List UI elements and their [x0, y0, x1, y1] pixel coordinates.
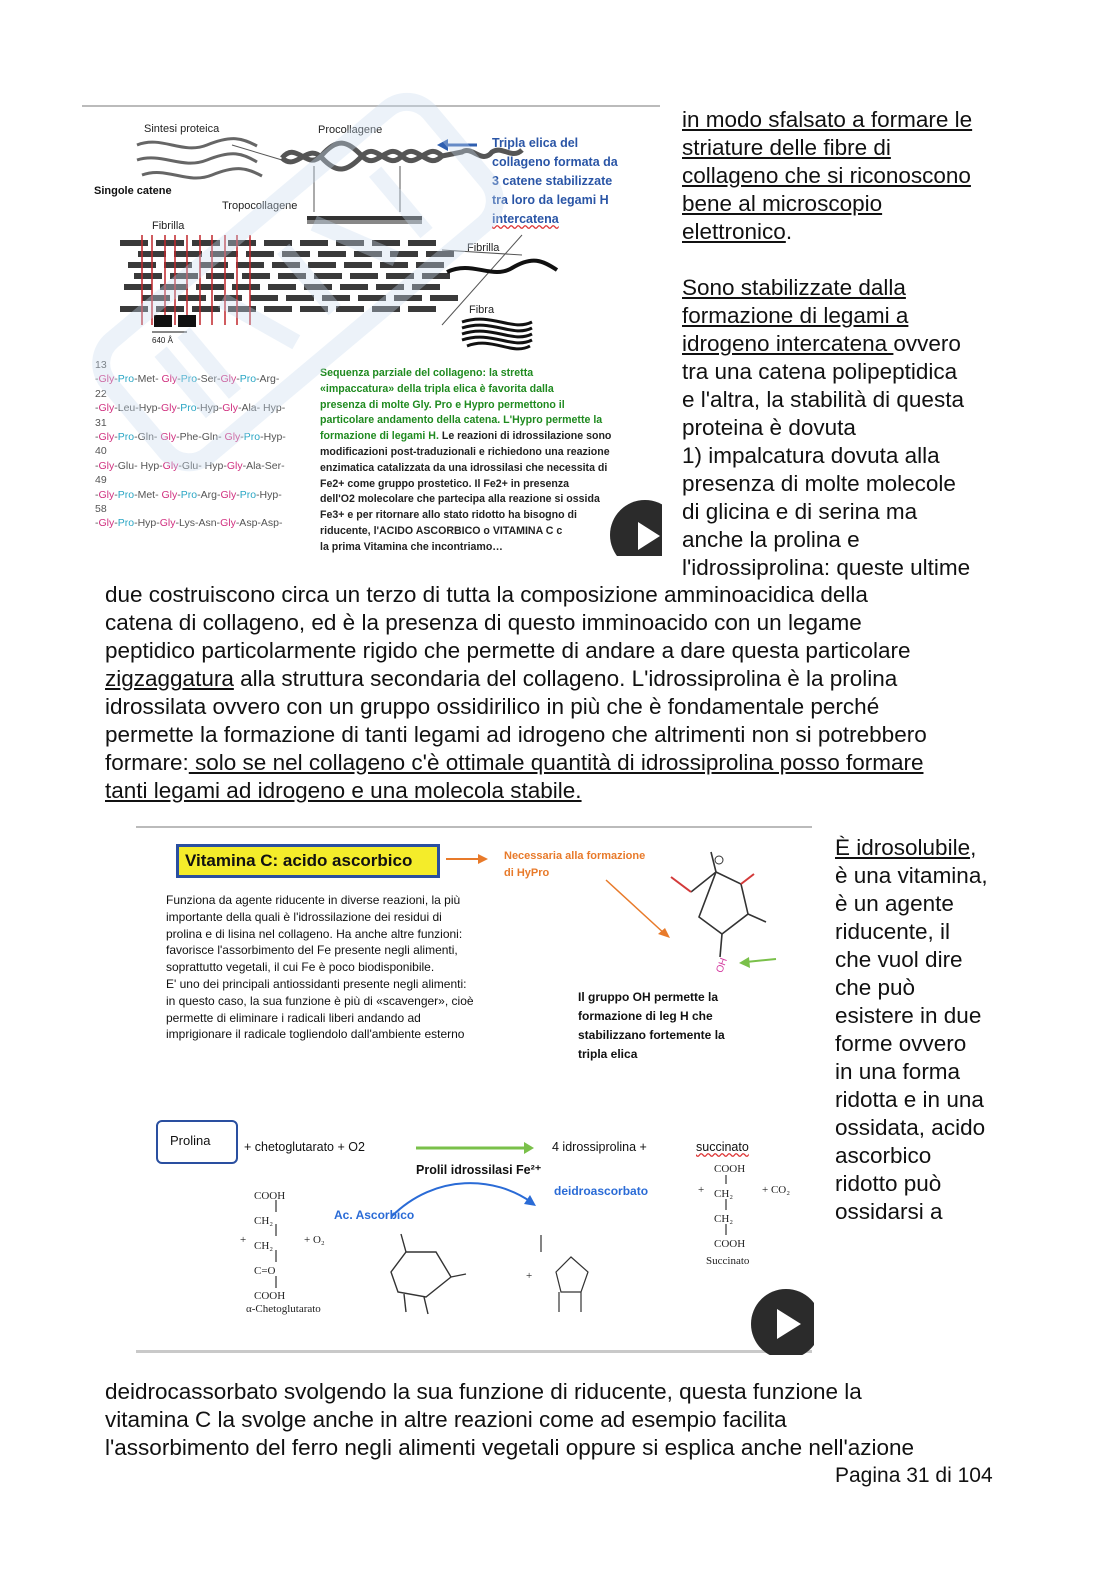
- fibril-bar: [206, 273, 234, 279]
- oh-note: [578, 988, 725, 1064]
- body-line: importante della quali è l'idrossilazione dei residui di: [166, 909, 442, 924]
- text-line: proteina è dovuta: [682, 415, 856, 440]
- helix-caption-line: tra loro da legami H: [492, 193, 609, 207]
- paragraph-full: [105, 581, 927, 805]
- body-line: imprigionare il radicale togliendolo dall'ambiente esterno: [166, 1027, 465, 1042]
- fibril-bar: [390, 251, 418, 257]
- fibril-bar: [430, 295, 458, 301]
- succinate-formula: COOH CH₂ CH₂ COOH: [714, 1163, 746, 1250]
- text-line: striature delle fibre di: [682, 135, 891, 160]
- text-line: forme ovvero: [835, 1031, 967, 1056]
- sequence-number: 31: [95, 416, 107, 429]
- reaction-product: 4 idrossiprolina +: [552, 1140, 647, 1154]
- fibril-bar: [164, 262, 192, 268]
- reaction-enzyme: Prolil idrossilasi Fe²⁺: [416, 1163, 542, 1177]
- fibril-bar: [422, 273, 450, 279]
- fibril-bar: [408, 240, 436, 246]
- fibril-bar: [300, 240, 328, 246]
- note-line: stabilizzano fortemente la: [578, 1028, 725, 1042]
- green-line: modificazioni post-traduzionali e richiedono una reazione: [320, 445, 610, 458]
- text-line: di glicina e di serina ma: [682, 499, 918, 524]
- label-640: 640 Å: [152, 336, 173, 345]
- fibril-bar: [156, 240, 184, 246]
- label-fibra: Fibra: [469, 304, 495, 316]
- fibril-bar: [192, 306, 220, 312]
- green-line: particolare andamento della catena. L'Hypro permette la: [320, 414, 603, 427]
- hyp-molecule: [691, 852, 766, 957]
- reaction-succinato: succinato: [696, 1140, 749, 1154]
- text-line: esistere in due: [835, 1003, 982, 1028]
- text-line: elettronico: [682, 219, 786, 244]
- reaction-reagents: + chetoglutarato + O2: [244, 1140, 365, 1154]
- fibril-bar: [178, 295, 206, 301]
- body-line: soprattutto vegetali, il cui Fe è poco biodisponibile.: [166, 960, 435, 975]
- text-line: È idrosolubile: [835, 835, 971, 860]
- text-line: due costruiscono circa un terzo di tutta la composizione amminoacidica della: [105, 582, 868, 607]
- note-line: Necessaria alla formazione: [504, 850, 646, 862]
- label-sintesi: Sintesi proteica: [144, 123, 220, 135]
- fibril-bars: [120, 240, 458, 312]
- green-line: riducente, l'ACIDO ASCORBICO o VITAMINA C c: [320, 524, 563, 537]
- necessaria-note: [504, 848, 645, 882]
- vitc-title: Vitamina C: acido ascorbico: [185, 851, 413, 870]
- text-line: ossidata, acido: [835, 1115, 986, 1140]
- text-line: anche la prolina e: [682, 527, 860, 552]
- fibril-bar: [300, 306, 328, 312]
- fibril-bar: [350, 273, 378, 279]
- play-button[interactable]: [610, 500, 662, 556]
- text-line: bene al microscopio: [682, 191, 883, 216]
- fibril-bar: [344, 262, 372, 268]
- sequence-number: 13: [95, 359, 107, 371]
- note-line: di HyPro: [504, 867, 550, 879]
- dehydro-structure: [541, 1235, 588, 1312]
- fibril-bar: [308, 262, 336, 268]
- text-line: permette la formazione di tanti legami ad idrogeno che altrimenti non si potrebbero: [105, 722, 927, 747]
- helix-caption: [492, 134, 618, 229]
- label-fibrilla-left: Fibrilla: [152, 220, 185, 232]
- green-caption: [320, 366, 611, 556]
- text-line: vitamina C la svolge anche in altre reazioni come ad esempio facilita: [105, 1407, 787, 1432]
- fibril-bar: [380, 262, 408, 268]
- fibril-bar: [228, 306, 256, 312]
- body-line: permette di eliminare i radicali liberi andando ad: [166, 1010, 421, 1025]
- note-line: tripla elica: [578, 1047, 638, 1061]
- helix-caption-line: Tripla elica del: [492, 136, 579, 150]
- fibril-bar: [314, 273, 342, 279]
- helix-caption-line: collageno formata da: [492, 155, 618, 169]
- green-line: presenza di molte Gly. Pro e Hypro permettono il: [320, 398, 565, 411]
- right-text-1: [682, 106, 972, 246]
- fibril-bar: [134, 273, 162, 279]
- text-line: 1) impalcatura dovuta alla: [682, 443, 940, 468]
- fibril-bar: [304, 284, 332, 290]
- page-number: Pagina 31 di 104: [835, 1464, 993, 1487]
- ac-ascorbico-label: Ac. Ascorbico: [334, 1208, 415, 1222]
- collagen-figure: [82, 100, 662, 556]
- right-text-2: [682, 274, 970, 582]
- text-line: peptidico particolarmente rigido che permette di andare a dare questa particolare: [105, 638, 911, 663]
- text-line: deidrocassorbato svolgendo la sua funzione di riducente, questa funzione la: [105, 1379, 862, 1404]
- black-inline: Le reazioni di idrossilazione sono: [441, 430, 612, 443]
- text-line: formazione di legami a: [682, 303, 909, 328]
- body-line: E' uno dei principali antiossidanti presente negli alimenti:: [166, 976, 467, 991]
- fibril-bar: [394, 295, 422, 301]
- procollagen-helix: [282, 143, 522, 169]
- fibril-bar: [272, 262, 300, 268]
- sequence-number: 58: [95, 503, 107, 516]
- sequence-number: 22: [95, 387, 107, 400]
- vitc-body: [166, 892, 474, 1043]
- fibril-bar: [142, 295, 170, 301]
- text-line: Sono stabilizzate dalla: [682, 275, 906, 300]
- text-line: catena di collageno, ed è la presenza di questo imminoacido con un legame: [105, 610, 862, 635]
- fibril-bar: [278, 273, 306, 279]
- label-tropocollagene: Tropocollagene: [222, 200, 298, 212]
- fibril-bar: [286, 295, 314, 301]
- play-icon: [610, 500, 662, 556]
- fibril-bar: [376, 284, 404, 290]
- fibril-bar: [170, 273, 198, 279]
- text-period: .: [785, 219, 793, 244]
- succ-plus: +: [698, 1184, 705, 1196]
- text-line: l'idrossiprolina: queste ultime: [682, 555, 971, 580]
- text-zigzag: zigzaggatura: [105, 666, 234, 691]
- prolina-label: Prolina: [170, 1133, 211, 1148]
- fibril-bar: [120, 240, 148, 246]
- dehydro-plus: +: [526, 1270, 533, 1282]
- label-singole-catene: Singole catene: [94, 185, 172, 197]
- succ-name: Succinato: [706, 1255, 750, 1267]
- fibril-bar: [412, 284, 440, 290]
- text-line: che può: [835, 975, 916, 1000]
- text-line: ossidarsi a: [835, 1199, 943, 1224]
- fibril-bar: [160, 284, 188, 290]
- text-line: idrogeno intercatena: [682, 331, 894, 356]
- text-line: formare:: [105, 750, 189, 775]
- fibril-bar: [124, 284, 152, 290]
- fibril-bar: [268, 284, 296, 290]
- fibril-bar: [354, 251, 382, 257]
- text-ovvero: ovvero: [893, 331, 961, 356]
- text-line: tanti legami ad idrogeno e una molecola stabile.: [105, 778, 582, 803]
- text-comma: ,: [970, 835, 977, 860]
- text-line: è un agente: [835, 891, 954, 916]
- fibril-bar: [250, 295, 278, 301]
- text-line: collageno che si riconoscono: [682, 163, 971, 188]
- green-line: Fe3+ e per ritornare allo stato ridotto ha bisogno di: [320, 509, 577, 522]
- fibril-bar: [358, 295, 386, 301]
- fibrilla-wave: [447, 261, 557, 272]
- body-line: in questo caso, la sua funzione è più di «scavenger», cioè: [166, 993, 474, 1008]
- tropocollagen: [307, 218, 422, 222]
- text-line: l'assorbimento del ferro negli alimenti vegetali oppure si esplica anche nell'azione: [105, 1435, 915, 1460]
- play-icon: [751, 1289, 814, 1355]
- sequence-line: -Gly-Pro-Hyp-Gly-Lys-Asn-Gly-Asp-Asp-: [95, 517, 283, 530]
- helix-caption-line: 3 catene stabilizzate: [492, 174, 613, 188]
- fibril-bar: [120, 306, 148, 312]
- single-chains: [137, 139, 262, 178]
- oh-label: OH: [714, 956, 730, 975]
- text-line: ridotto può: [835, 1171, 942, 1196]
- text-line: e l'altra, la stabilità di questa: [682, 387, 964, 412]
- vitamin-c-figure: [136, 822, 814, 1355]
- green-line: Sequenza parziale del collageno: la stretta: [320, 367, 534, 379]
- fibril-bar: [210, 251, 238, 257]
- fibril-bar: [416, 262, 444, 268]
- sequence-line: -Gly-Pro-Gln- Gly-Phe-Gln- Gly-Pro-Hyp-: [95, 431, 286, 444]
- text-line: solo se nel collageno c'è ottimale quantità di idrossiprolina posso formare: [188, 750, 924, 775]
- label-procollagene: Procollagene: [318, 124, 383, 136]
- text-line: ridotta e in una: [835, 1087, 984, 1112]
- fibril-bar: [156, 306, 184, 312]
- akg-o2: + O₂: [304, 1234, 325, 1246]
- prolina-box: [156, 1120, 238, 1164]
- green-line: enzimatica catalizzata da una idrossilasi che necessita di: [320, 461, 608, 474]
- akg-plus: +: [240, 1234, 247, 1246]
- sequence-number: 40: [95, 445, 107, 458]
- green-line: «impaccatura» della tripla elica è favorita dalla: [320, 382, 554, 395]
- body-line: Funziona da agente riducente in diverse reazioni, la più: [166, 893, 461, 907]
- akg-formula: COOH CH₂ CH₂ C=O COOH: [254, 1190, 286, 1302]
- fibril-bar: [372, 240, 400, 246]
- fibril-bar: [318, 251, 346, 257]
- label-fibrilla-right: Fibrilla: [467, 242, 500, 254]
- fibril-bar: [372, 306, 400, 312]
- text-line: tra una catena polipeptidica: [682, 359, 958, 384]
- green-line: dell'O2 molecolare che partecipa alla reazione si ossida: [320, 493, 600, 506]
- fibril-bar: [242, 273, 270, 279]
- fibril-bar: [336, 306, 364, 312]
- sequence-line: -Gly-Glu- Hyp-Gly-Glu- Hyp-Gly-Ala-Ser-: [95, 459, 285, 472]
- fibril-bar: [264, 306, 292, 312]
- text-line: è una vitamina,: [835, 863, 988, 888]
- text-line: in una forma: [835, 1059, 961, 1084]
- fibril-bar: [322, 295, 350, 301]
- succ-co2: + CO₂: [762, 1184, 791, 1196]
- text-line: presenza di molte molecole: [682, 471, 956, 496]
- sequence-line: -Gly-Leu-Hyp-Gly-Pro-Hyp-Gly-Ala- Hyp-: [95, 402, 286, 415]
- text-line: che vuol dire: [835, 947, 963, 972]
- green-line: Fe2+ come gruppo prostetico. Il Fe2+ in presenza: [320, 477, 570, 490]
- right-text-3: [835, 834, 988, 1226]
- paragraph-bottom: [105, 1378, 914, 1462]
- sequence-number: 49: [95, 474, 107, 487]
- green-line: la prima Vitamina che incontriamo…: [320, 540, 503, 553]
- ascorbate-structure: [391, 1234, 466, 1314]
- fibril-bar: [282, 251, 310, 257]
- fibril-bar: [232, 284, 260, 290]
- sequence-line: -Gly-Pro-Met- Gly-Pro-Ser-Gly-Pro-Arg-: [95, 373, 280, 386]
- text-line: ascorbico: [835, 1143, 932, 1168]
- fibril-bar: [340, 284, 368, 290]
- body-line: favorisce l'assorbimento del Fe presente negli alimenti,: [166, 943, 458, 958]
- body-line: prolina e di lisina nel collageno. Ha anche altre funzioni:: [166, 926, 463, 941]
- fibril-bar: [386, 273, 414, 279]
- fibril-bar: [264, 240, 292, 246]
- deidro-label: deidroascorbato: [554, 1184, 649, 1198]
- text-line: idrossilata ovvero con un gruppo ossidirilico in più che è fondamentale perché: [105, 694, 880, 719]
- helix-caption-line: intercatena: [492, 212, 559, 226]
- fibra-bundle: [462, 319, 532, 349]
- akg-name: α-Chetoglutarato: [246, 1303, 321, 1315]
- fibril-bar: [214, 295, 242, 301]
- fibril-bar: [200, 262, 228, 268]
- text-line: in modo sfalsato a formare le: [682, 107, 973, 132]
- fibril-bar: [426, 251, 454, 257]
- green-line: formazione di legami H.: [320, 430, 439, 443]
- note-line: Il gruppo OH permette la: [578, 990, 719, 1004]
- sequence-block: [95, 358, 286, 531]
- sequence-line: -Gly-Pro-Met- Gly-Pro-Arg-Gly-Pro-Hyp-: [95, 488, 282, 501]
- text-line: alla struttura secondaria del collageno. L'idrossiprolina è la prolina: [233, 666, 898, 691]
- fibril-bar: [228, 240, 256, 246]
- fibril-bar: [336, 240, 364, 246]
- play-button[interactable]: [751, 1289, 814, 1355]
- text-line: riducente, il: [835, 919, 951, 944]
- fibril-bar: [192, 240, 220, 246]
- note-line: formazione di leg H che: [578, 1009, 713, 1023]
- fibril-bar: [408, 306, 436, 312]
- fibril-bar: [174, 251, 202, 257]
